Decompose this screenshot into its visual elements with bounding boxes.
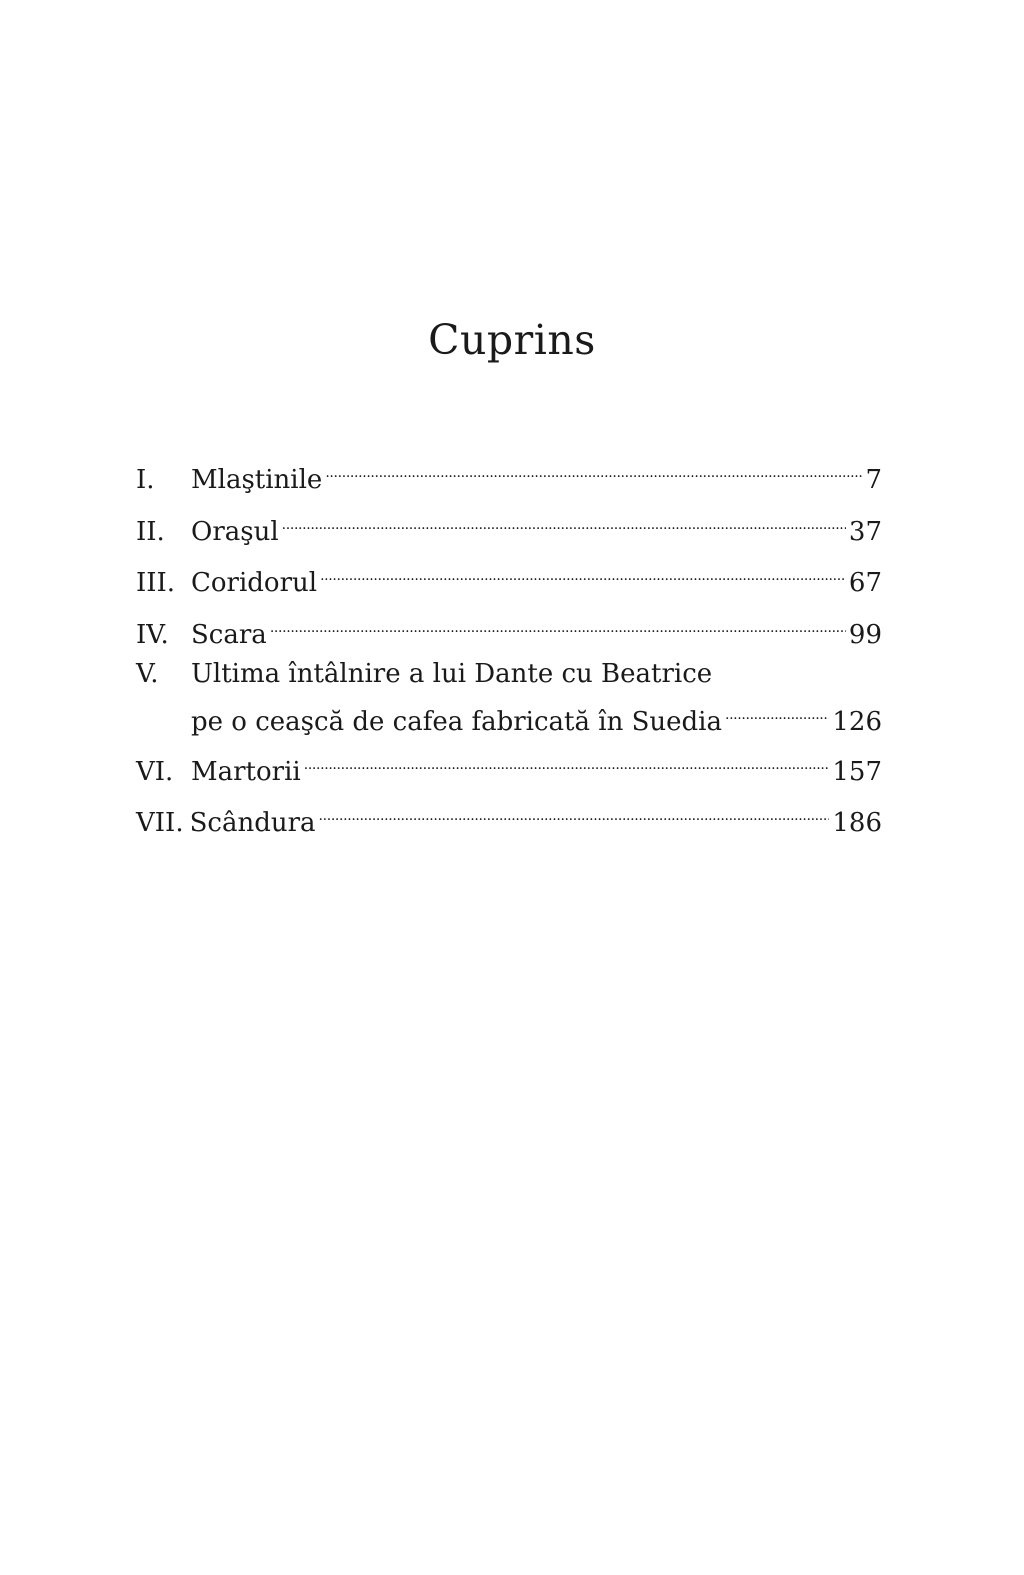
page-number: 186 [832,808,882,838]
toc-entry-line [136,656,882,692]
page-number: 7 [865,465,882,495]
dot-leader [725,692,829,730]
page-number: 99 [848,619,882,650]
dot-leader [319,793,830,831]
page-number: 37 [848,516,882,547]
dot-leader [270,605,846,643]
chapter-title: Oraşul [191,516,279,547]
toc-entry [136,656,882,737]
page-number: 126 [832,707,882,737]
chapter-title: Martorii [191,756,301,787]
chapter-title: Scara [191,619,267,650]
page-number: 67 [848,568,882,598]
dot-leader [304,742,830,780]
toc-entry [136,605,882,650]
chapter-number: VII. [136,808,184,838]
chapter-title: Mlaştinile [191,465,323,495]
chapter-number: V. [136,659,159,689]
chapter-number: IV. [136,619,169,650]
chapter-number: II. [136,516,165,547]
toc-title: Cuprins [428,316,596,364]
dot-leader [325,450,862,488]
toc-entry [136,553,882,598]
chapter-number: III. [136,568,176,598]
page-number: 157 [832,756,882,787]
toc-entry [136,793,882,838]
toc-list [136,450,882,845]
toc-entry-line [136,692,882,737]
chapter-number: I. [136,465,155,495]
toc-entry [136,742,882,787]
toc-entry [136,450,882,495]
chapter-title: Coridorul [191,568,318,598]
chapter-title: Scândura [189,808,316,838]
dot-leader [282,502,846,540]
chapter-title-line-1: Ultima întâlnire a lui Dante cu Beatrice [191,659,713,689]
toc-entry [136,502,882,547]
dot-leader [320,553,846,591]
chapter-number: VI. [136,756,174,787]
chapter-title-line-2: pe o ceaşcă de cafea fabricată în Suedia [191,707,722,737]
